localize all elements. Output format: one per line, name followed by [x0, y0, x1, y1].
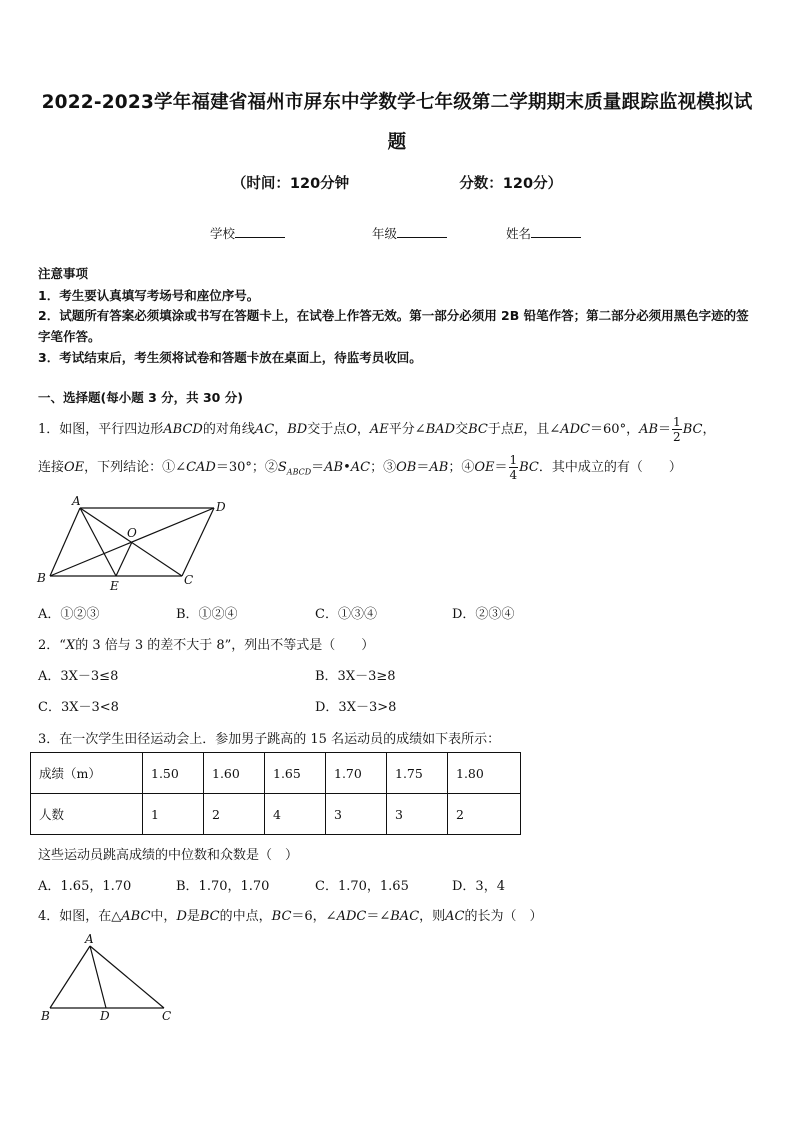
q4-var: ADC [336, 909, 367, 924]
q4-var: BC [271, 909, 292, 924]
notes-item-1: 1．考生要认真填写考场号和座位序号。 [38, 288, 260, 303]
grade-field [372, 224, 447, 242]
label-a: A [85, 932, 94, 946]
q1-var: AB [639, 422, 659, 437]
q1-var: BAD [425, 422, 456, 437]
fraction-numerator: 1 [509, 453, 518, 467]
q4-var: AC [445, 909, 465, 924]
q3-question: 3．在一次学生田径运动会上．参加男子跳高的 15 名运动员的成绩如下表所示： [38, 732, 501, 747]
q4-triangle-figure [34, 932, 184, 1026]
school-blank [235, 225, 285, 238]
q1-text: ；④ [448, 460, 475, 475]
q1-text: 交 [455, 422, 469, 437]
q1-text: ＝60°， [590, 422, 640, 437]
q1-text: ，下列结论：①∠ [84, 460, 187, 475]
label-o: O [127, 526, 137, 540]
table-cell: 1.50 [143, 753, 204, 794]
q1-var: ADC [560, 422, 591, 437]
q2-option-b[interactable]: B．3X－3≥8 [315, 669, 396, 684]
q2-text: 2．“ [38, 638, 66, 653]
q1-text: 交于点 [307, 422, 347, 437]
q2-var: X [65, 638, 76, 653]
q1-var: OE [64, 460, 85, 475]
exam-title-line1: 2022-2023学年福建省福州市屏东中学数学七年级第二学期期末质量跟踪监视模拟试 [41, 92, 753, 113]
q1-text: ．其中成立的有（ ） [538, 460, 682, 475]
q1-var: S [277, 460, 287, 475]
q1-text: ， [702, 422, 716, 437]
side-dc [182, 508, 214, 576]
q1-text: ＝ [658, 422, 672, 437]
q1-text: 的对角线 [202, 422, 255, 437]
label-d: D [216, 500, 226, 514]
q3-option-b[interactable]: B．1.70，1.70 [176, 879, 270, 894]
q3-subquestion: 这些运动员跳高成绩的中位数和众数是（ ） [38, 848, 299, 863]
q4-text: ＝∠ [366, 909, 391, 924]
q1-line2 [38, 452, 682, 489]
time-label: （时间：120分钟 [231, 176, 350, 192]
q4-var: BC [199, 909, 220, 924]
q1-var: AE [369, 422, 389, 437]
table-cell: 1.70 [326, 753, 387, 794]
grade-label: 年级 [372, 226, 398, 241]
q1-var: BC [682, 422, 703, 437]
time-score-line [0, 172, 794, 193]
table-row [31, 794, 521, 835]
q4-question [38, 905, 543, 924]
notes-item-2: 2．试题所有答案必须填涂或书写在答题卡上，在试卷上作答无效。第一部分必须用 2B 铅笔作答；第二部分必须用黑色字迹的签字笔作答。 [38, 308, 749, 344]
q4-text: 4．如图，在△ [38, 909, 122, 924]
side-ac [90, 946, 164, 1008]
notes-item-3: 3．考试结束后，考生须将试卷和答题卡放在桌面上，待监考员收回。 [38, 350, 422, 365]
q1-text: ＝30°；② [215, 460, 278, 475]
q1-option-c[interactable]: C．①③④ [315, 607, 377, 622]
q1-text: 连接 [38, 460, 65, 475]
q4-text: ＝6，∠ [291, 909, 337, 924]
q3-score-table [30, 752, 521, 835]
q1-fraction-quarter [509, 454, 519, 481]
notes-heading: 注意事项 [38, 266, 89, 281]
table-cell: 1.75 [387, 753, 448, 794]
q4-var: BAC [390, 909, 420, 924]
q2-question [38, 634, 374, 653]
table-cell: 4 [265, 794, 326, 835]
table-cell-header: 人数 [31, 794, 143, 835]
fraction-denominator: 4 [509, 468, 518, 482]
q4-text: ，则 [419, 909, 446, 924]
q1-var: BD [287, 422, 308, 437]
q4-var: D [176, 909, 187, 924]
table-cell: 3 [387, 794, 448, 835]
q1-var: ABCD [163, 422, 203, 437]
label-a: A [72, 494, 81, 508]
q3-option-a[interactable]: A．1.65，1.70 [38, 879, 132, 894]
q1-var: AC [254, 422, 275, 437]
label-b: B [41, 1009, 50, 1023]
q1-var: E [513, 422, 524, 437]
q3-option-c[interactable]: C．1.70，1.65 [315, 879, 409, 894]
q1-var: AB [429, 460, 449, 475]
table-cell: 1.80 [448, 753, 521, 794]
q3-option-d[interactable]: D．3，4 [452, 879, 505, 894]
q1-text: ， [274, 422, 288, 437]
table-cell: 2 [204, 794, 265, 835]
q1-var: AB•AC [324, 460, 371, 475]
q1-option-b[interactable]: B．①②④ [176, 607, 238, 622]
q1-text: ＝ [416, 460, 430, 475]
q1-text: 1．如图，平行四边形 [38, 422, 164, 437]
q2-text: 的 3 倍与 3 的差不大于 8”，列出不等式是（ ） [75, 638, 375, 653]
q1-var: OE [474, 460, 495, 475]
fraction-numerator: 1 [673, 415, 681, 429]
label-d: D [100, 1009, 110, 1023]
segment-ad [90, 946, 106, 1008]
q1-option-d[interactable]: D．②③④ [452, 607, 515, 622]
score-label: 分数：120分） [459, 176, 563, 192]
name-label: 姓名 [506, 226, 532, 241]
name-field [506, 224, 581, 242]
section-heading: 一、选择题(每小题 3 分，共 30 分) [38, 390, 243, 405]
q1-var: BC [519, 460, 539, 475]
q1-text: ，且∠ [523, 422, 561, 437]
label-c: C [184, 573, 194, 587]
table-cell: 1 [143, 794, 204, 835]
name-blank [531, 225, 581, 238]
q2-option-d[interactable]: D．3X－3>8 [315, 700, 397, 715]
q1-var: CAD [186, 460, 216, 475]
q1-parallelogram-figure [30, 494, 240, 594]
q1-subscript: ABCD [286, 467, 312, 477]
q1-text: ；③ [370, 460, 397, 475]
q4-text: 的长为（ ） [464, 909, 543, 924]
fraction-denominator: 2 [673, 430, 681, 444]
table-cell: 3 [326, 794, 387, 835]
label-e: E [110, 579, 119, 593]
bisector-ae [80, 508, 116, 576]
q4-var: ABC [121, 909, 151, 924]
q1-text: ＝ [494, 460, 508, 475]
table-cell-header: 成绩（m） [31, 753, 143, 794]
label-c: C [162, 1009, 172, 1023]
q1-text: 于点 [487, 422, 514, 437]
q1-option-a[interactable]: A．①②③ [38, 607, 100, 622]
q4-text: 的中点， [219, 909, 272, 924]
q1-var: OB [396, 460, 417, 475]
table-cell: 1.65 [265, 753, 326, 794]
grade-blank [397, 225, 447, 238]
exam-title-line2: 题 [387, 132, 407, 153]
table-cell: 2 [448, 794, 521, 835]
q2-option-c[interactable]: C．3X－3<8 [38, 700, 119, 715]
q1-text: ， [356, 422, 370, 437]
q1-fraction-half [672, 416, 682, 443]
label-b: B [37, 571, 46, 585]
q4-text: 中， [150, 909, 177, 924]
school-field [210, 224, 285, 242]
table-cell: 1.60 [204, 753, 265, 794]
q1-line1 [38, 414, 715, 446]
q1-text: ＝ [311, 460, 325, 475]
q2-option-a[interactable]: A．3X－3≤8 [38, 669, 119, 684]
q1-var: BC [468, 422, 488, 437]
table-row [31, 753, 521, 794]
school-label: 学校 [210, 226, 236, 241]
q1-var: O [346, 422, 357, 437]
q1-text: 平分∠ [388, 422, 426, 437]
q4-text: 是 [186, 909, 200, 924]
side-ba [50, 946, 90, 1008]
